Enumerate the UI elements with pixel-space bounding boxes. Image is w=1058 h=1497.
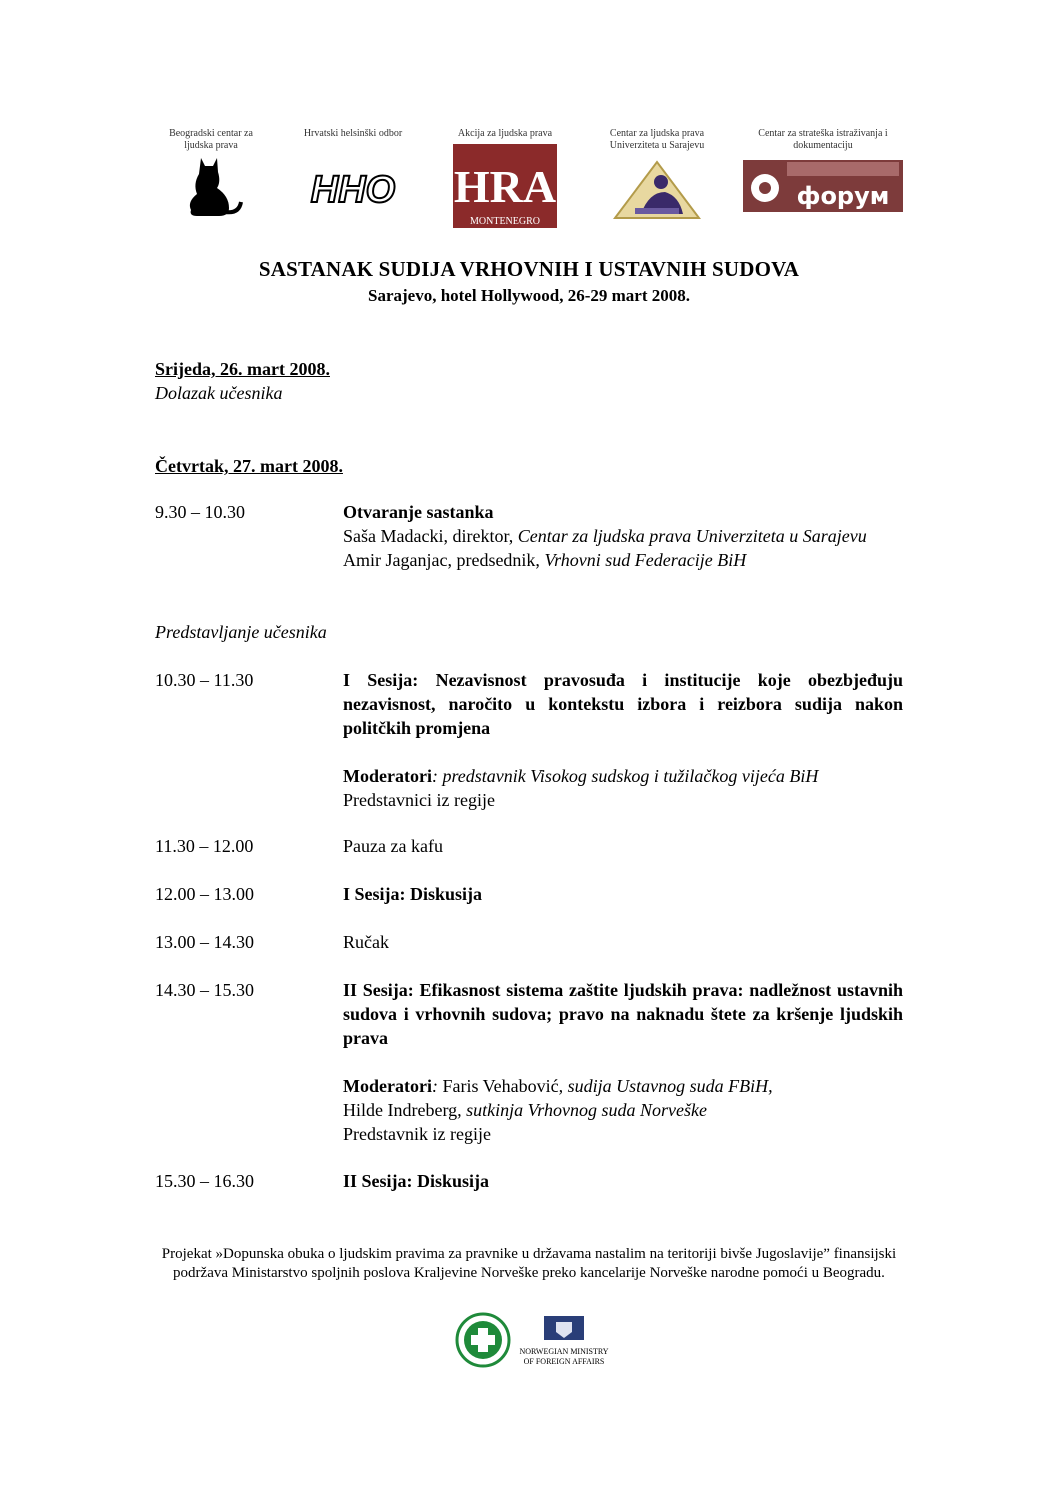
npa-cross-logo: [455, 1312, 511, 1368]
session-title: I Sesija: Nezavisnost pravosuđa i institucije koje obezbjeđuju nezavisnost, naročito u kontekstu izbora i reizbora sudija nakon politčkih promjena: [343, 670, 903, 738]
session-title: II Sesija: Diskusija: [343, 1171, 490, 1191]
forum-logo: [743, 128, 903, 228]
logo-caption: Hrvatski helsinški odbor: [303, 128, 403, 139]
moderator-role: , sutkinja Vrhovnog suda Norveške: [457, 1100, 707, 1120]
session-title: I Sesija: Diskusija: [343, 884, 483, 904]
session-opening: [343, 500, 903, 572]
moderators-line: [343, 764, 903, 788]
logo-caption: Akcija za ljudska prava: [457, 128, 553, 139]
ministry-line2: OF FOREIGN AFFAIRS: [523, 1357, 605, 1366]
hra-sub-text: MONTENEGRO: [470, 216, 540, 227]
moderator-name: Faris Vehabović: [442, 1076, 559, 1096]
speaker-name: Saša Madacki, direktor,: [343, 526, 518, 546]
speaker-name: Amir Jaganjac, predsednik,: [343, 550, 545, 570]
moderators-line2: Predstavnici iz regije: [343, 790, 495, 810]
session-time: 9.30 – 10.30: [155, 502, 245, 522]
speaker-org: Centar za ljudska prava Univerziteta u Sarajevu: [517, 526, 867, 546]
book-reader-icon: [595, 152, 719, 222]
cljp-sarajevo-logo: [595, 128, 719, 228]
moderator-role: , sudija Ustavnog suda FBiH,: [558, 1076, 773, 1096]
session-time: 14.30 – 15.30: [155, 980, 254, 1000]
hho-text: HHO: [310, 169, 396, 210]
moderator-name: Hilde Indreberg: [343, 1100, 458, 1120]
partner-logos: [155, 128, 903, 228]
forum-text: форум: [796, 182, 890, 210]
hra-text: HRA: [453, 161, 557, 212]
day2-heading: Četvrtak, 27. mart 2008.: [155, 456, 343, 476]
logo-caption: Beogradski centar za ljudska prava: [169, 128, 253, 151]
logo-caption: Centar za strateška istraživanja i dokumentaciju: [758, 128, 888, 151]
speaker-line: [343, 524, 903, 548]
hra-mark: [445, 140, 565, 228]
moderators-sep: :: [431, 1076, 443, 1096]
session-time: 13.00 – 14.30: [155, 932, 254, 952]
logo-caption: Centar za ljudska prava Univerziteta u Sarajevu: [609, 128, 705, 151]
session-2: [343, 978, 903, 1146]
forum-mark: [743, 152, 903, 212]
session-1: [343, 668, 903, 812]
session-title: II Sesija: Efikasnost sistema zaštite ljudskih prava: nadležnost ustavnih sudova i vrhovnih sudova; pravo na naknadu štete za kršenje ljudskih prava: [343, 980, 903, 1048]
speaker-line: [343, 548, 903, 572]
speaker-org: Vrhovni sud Federacije BiH: [544, 550, 747, 570]
hho-mark: [295, 140, 411, 210]
document-title: SASTANAK SUDIJA VRHOVNIH I USTAVNIH SUDOVA: [258, 257, 800, 281]
day1-heading: Srijeda, 26. mart 2008.: [155, 359, 330, 379]
moderators-line3: Predstavnik iz regije: [343, 1124, 491, 1144]
black-cat-icon: [155, 152, 267, 218]
hho-logo: [295, 128, 411, 228]
moderators-line: [343, 1098, 903, 1122]
session-time: 12.00 – 13.00: [155, 884, 254, 904]
ministry-line1: NORWEGIAN MINISTRY: [519, 1347, 609, 1356]
intro-note: Predstavljanje učesnika: [155, 622, 327, 642]
moderators-label: Moderatori: [343, 766, 432, 786]
session-title: Pauza za kafu: [343, 836, 443, 856]
footer-text: Projekat »Dopunska obuka o ljudskim pravima za pravnike u državama nastalim na teritoriji bivše Jugoslavije” finansijski podržava Ministarstvo spoljnih poslova Kraljevine Norveške preko kancelarije Norveške narodne pomoći u Beogradu.: [161, 1246, 897, 1281]
moderators-text: : predstavnik Visokog sudskog i tužilačkog vijeća BiH: [431, 766, 819, 786]
norwegian-ministry-logo: [514, 1314, 614, 1368]
document-subtitle: Sarajevo, hotel Hollywood, 26-29 mart 2008.: [367, 286, 691, 305]
hra-logo: [445, 128, 565, 228]
green-cross-icon: [455, 1312, 511, 1368]
session-title: Otvaranje sastanka: [343, 502, 494, 522]
beogradski-centar-logo: [155, 128, 267, 228]
session-time: 11.30 – 12.00: [155, 836, 254, 856]
session-time: 10.30 – 11.30: [155, 670, 254, 690]
session-title: Ručak: [343, 932, 389, 952]
day1-note: Dolazak učesnika: [155, 383, 283, 403]
coat-of-arms-icon: [514, 1314, 614, 1342]
moderators-line: [343, 1074, 903, 1098]
moderators-label: Moderatori: [343, 1076, 432, 1096]
session-time: 15.30 – 16.30: [155, 1171, 254, 1191]
